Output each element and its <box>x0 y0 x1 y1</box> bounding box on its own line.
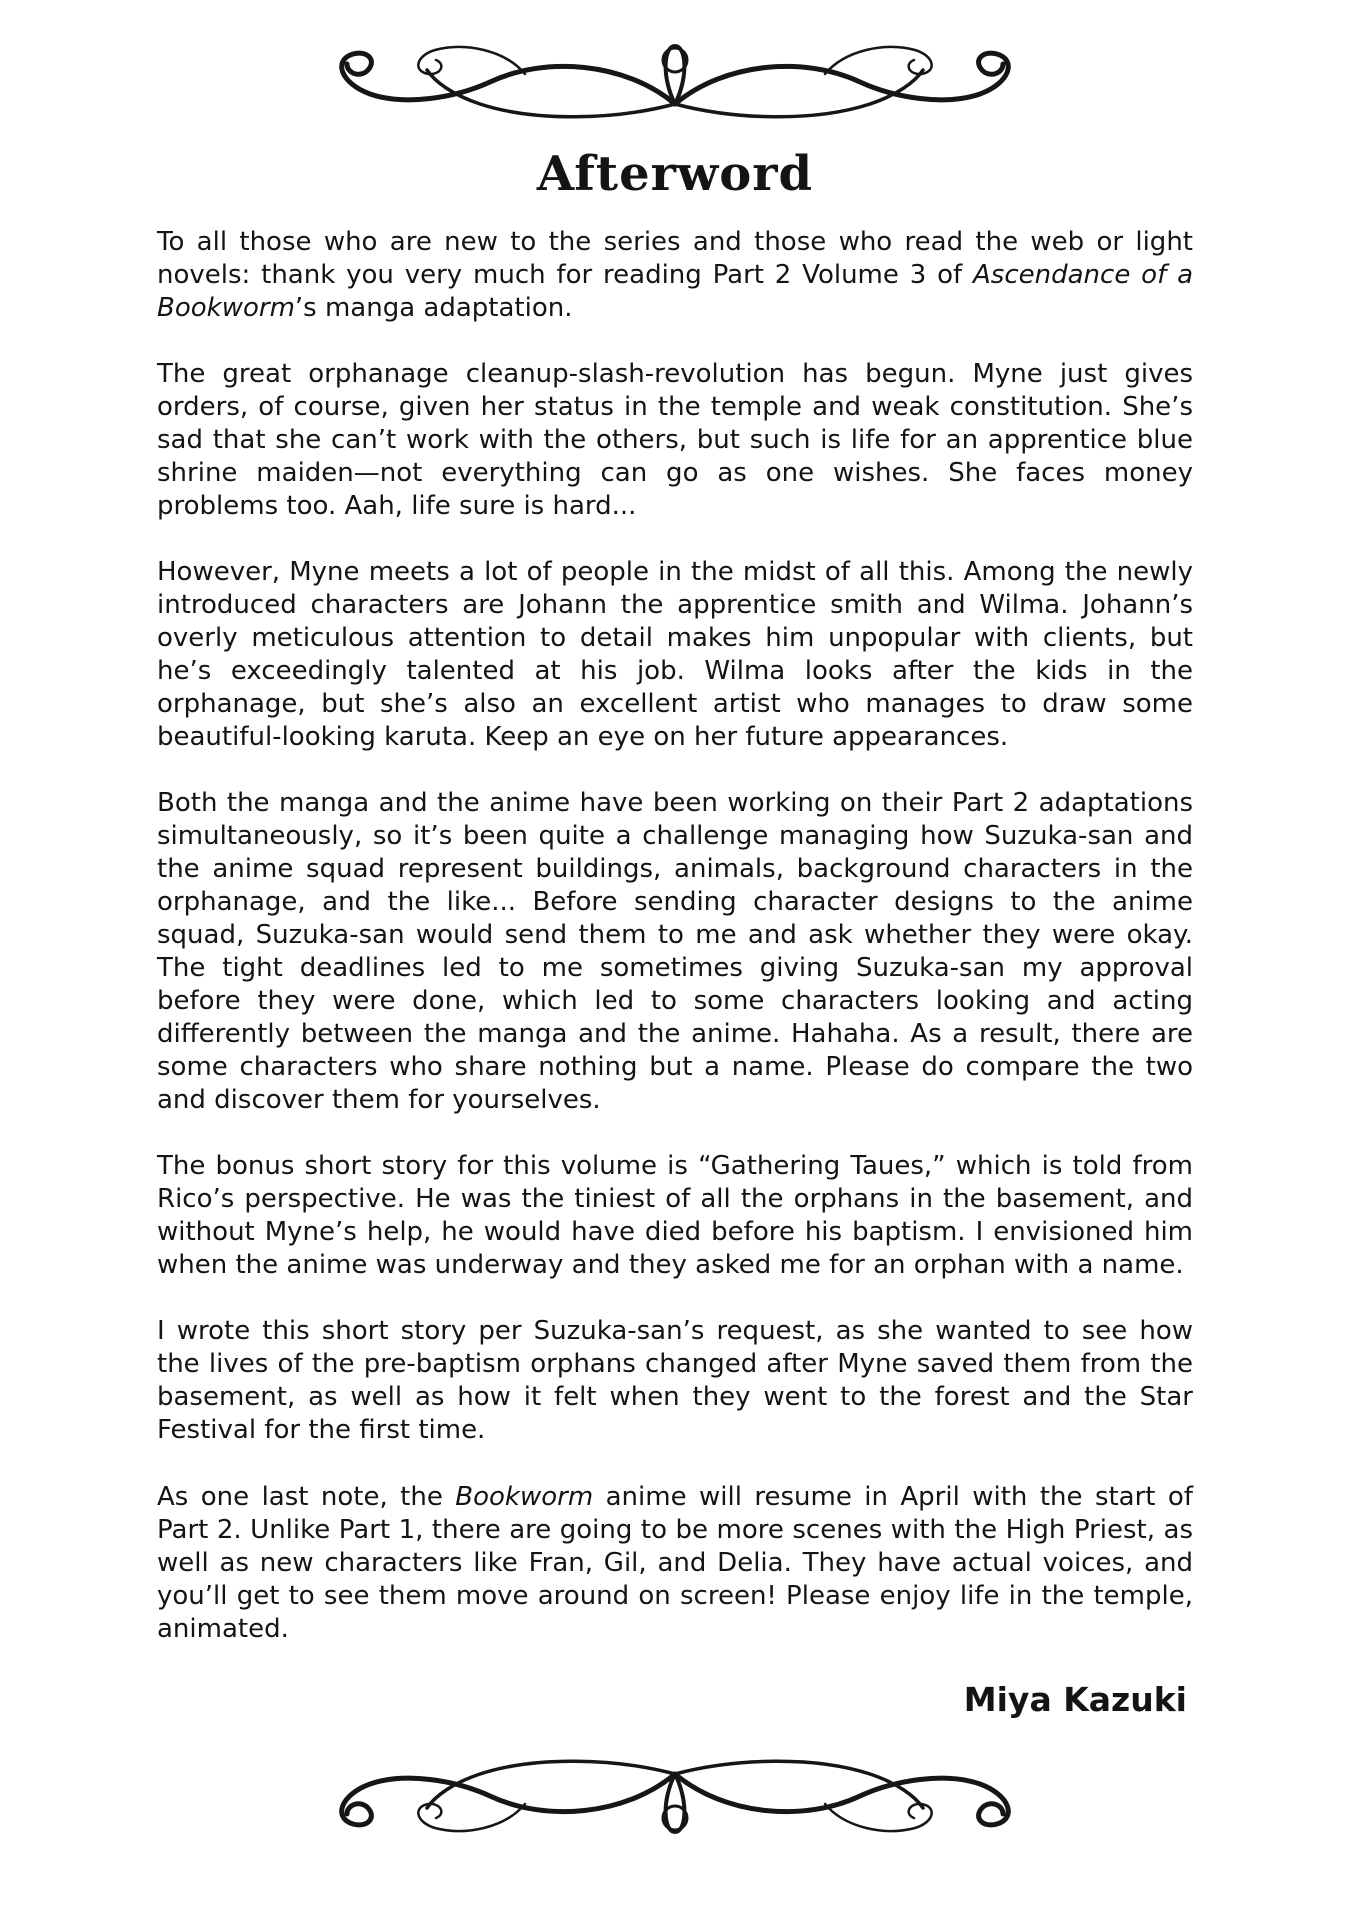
paragraph: However, Myne meets a lot of people in the midst of all this. Among the newly introduced characters are Johann the apprentice smith and Wilma. Johann’s overly meticulous attention to detail makes him unpopular with clients, but he’s exceedingly talented at his job. Wilma looks after the kids in the orphanage, but she’s also an excellent artist who manages to draw some beautiful-looking karuta. Keep an eye on her future appearances. <box>157 557 1193 753</box>
author-signature: Miya Kazuki <box>963 1679 1187 1719</box>
afterword-paragraphs <box>157 226 1193 1646</box>
paragraph: The bonus short story for this volume is “Gathering Taues,” which is told from Rico’s perspective. He was the tiniest of all the orphans in the basement, and without Myne’s help, he would have died before his baptism. I envisioned him when the anime was underway and they asked me for an orphan with a name. <box>157 1151 1193 1281</box>
paragraph: To all those who are new to the series and those who read the web or light novels: thank you very much for reading Part 2 Volume 3 of Ascendance of a Bookworm’s manga adaptation. <box>157 227 1193 324</box>
paragraph: As one last note, the Bookworm anime will resume in April with the start of Part 2. Unlike Part 1, there are going to be more scenes with the High Priest, as well as new characters like Fran, Gil, and Delia. They have actual voices, and you’ll get to see them move around on screen! Please enjoy life in the temple, animated. <box>157 1481 1193 1644</box>
paragraph: Both the manga and the anime have been working on their Part 2 adaptations simultaneously, so it’s been quite a challenge managing how Suzuka-san and the anime squad represent buildings, animals, background characters in the orphanage, and the like... Before sending character designs to the anime squad, Suzuka-san would send them to me and ask whether they were okay. The tight deadlines led to me sometimes giving Suzuka-san my approval before they were done, which led to some characters looking and acting differently between the manga and the anime. Hahaha. As a result, there are some characters who share nothing but a name. Please do compare the two and discover them for yourselves. <box>157 788 1193 1116</box>
paragraph: The great orphanage cleanup-slash-revolution has begun. Myne just gives orders, of course, given her status in the temple and weak constitution. She’s sad that she can’t work with the others, but such is life for an apprentice blue shrine maiden—not everything can go as one wishes. She faces money problems too. Aah, life sure is hard... <box>157 359 1193 522</box>
paragraph: I wrote this short story per Suzuka-san’s request, as she wanted to see how the lives of the pre-baptism orphans changed after Myne saved them from the basement, as well as how it felt when they went to the forest and the Star Festival for the first time. <box>157 1316 1193 1446</box>
top-flourish-ornament-icon <box>295 34 1055 144</box>
bottom-flourish-ornament-icon <box>295 1734 1055 1844</box>
afterword-body <box>157 226 1193 1720</box>
page-title: Afterword <box>536 146 814 202</box>
